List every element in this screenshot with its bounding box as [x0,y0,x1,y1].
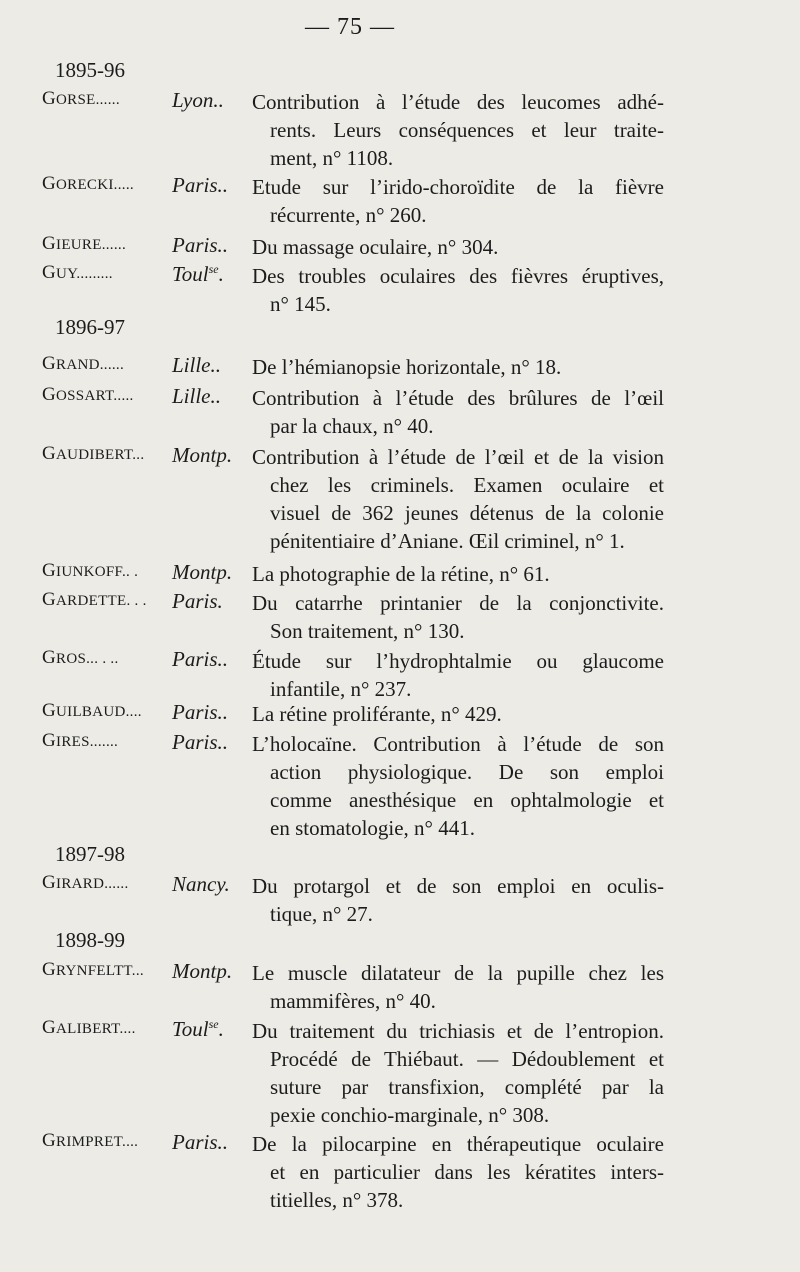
author-rest: ORECKI [56,177,114,193]
author-rest: UY [56,266,77,282]
faculty-city [172,1130,228,1155]
author-initial: G [42,443,57,464]
thesis-title-line: infantile, n° 237. [270,677,412,701]
city-abbrev-sup: se [208,262,219,276]
author-rest: IRES [56,734,90,750]
author-leader-dots: .. . [121,564,139,580]
city-name: Paris [172,730,218,754]
faculty-city [172,647,228,672]
thesis-title [252,959,664,1015]
thesis-title [252,647,664,703]
city-leader-dots: .. [217,730,229,754]
author-leader-dots: ... [131,963,144,979]
thesis-title-line: De l’hémianopsie horizontale, n° 18. [252,355,562,379]
faculty-city [172,1017,224,1042]
author-rest: AUDIBERT [56,447,133,463]
faculty-city [172,384,221,409]
city-leader-dots: . [217,589,223,613]
city-name: Paris [172,1130,218,1154]
faculty-city [172,88,224,113]
faculty-city [172,173,228,198]
author-rest: ARDETTE [56,593,127,609]
city-name: Lille [172,384,211,408]
thesis-title-line: Etude sur l’irido-choroïdite de la fièvre [252,175,664,199]
author-leader-dots: ...... [95,92,120,108]
city-leader-dots: . [224,872,230,896]
author-leader-dots: . . . [126,593,147,609]
faculty-city [172,233,228,258]
thesis-title-line: La photographie de la rétine, n° 61. [252,562,550,586]
thesis-title-line: chez les criminels. Examen oculaire et [270,473,664,497]
thesis-title [252,730,664,842]
thesis-title-line: par la chaux, n° 40. [270,414,434,438]
thesis-title-line: suture par transfixion, complété par la [270,1075,664,1099]
thesis-title [252,1017,664,1129]
author-leader-dots: .... [119,1021,136,1037]
author-rest: OSSART [56,388,114,404]
author-name [42,1130,138,1152]
author-initial: G [42,173,57,194]
thesis-title-line: Contribution à l’étude de l’œil et de la vision [252,445,664,469]
faculty-city [172,700,228,725]
thesis-title-line: visuel de 362 jeunes détenus de la colonie [270,501,664,525]
author-initial: G [42,872,57,893]
city-leader-dots: . [226,443,233,467]
city-name: Toul [172,262,209,286]
thesis-title-line: ment, n° 1108. [270,146,394,170]
author-leader-dots: ...... [104,876,129,892]
author-leader-dots: .... [122,1134,139,1150]
thesis-title-line: rents. Leurs conséquences et leur traite- [270,118,664,142]
city-leader-dots: .. [217,173,229,197]
city-name: Montp [172,443,227,467]
thesis-title [252,872,664,928]
city-leader-dots: . [226,560,233,584]
thesis-title [252,173,664,229]
thesis-title-line: Des troubles oculaires des fièvres éruptives, [252,264,664,288]
author-leader-dots: ... . .. [86,651,119,667]
thesis-title-line: comme anesthésique en ophtalmologie et [270,788,664,812]
author-initial: G [42,262,57,283]
thesis-title [252,353,664,381]
thesis-title [252,1130,664,1214]
author-initial: G [42,384,57,405]
year-heading: 1897-98 [55,842,125,866]
thesis-title-line: Du massage oculaire, n° 304. [252,235,499,259]
author-name [42,443,144,465]
city-name: Lyon [172,88,214,112]
author-name [42,560,138,582]
author-initial: G [42,233,57,254]
author-leader-dots: ..... [113,177,134,193]
author-rest: RYNFELTT [56,963,132,979]
thesis-title-line: tique, n° 27. [270,902,373,926]
author-name [42,700,142,722]
author-rest: ALIBERT [56,1021,120,1037]
author-name [42,959,144,981]
author-initial: G [42,88,57,109]
city-leader-dots: .. [217,233,229,257]
city-name: Nancy [172,872,225,896]
author-name [42,384,134,406]
author-initial: G [42,353,57,374]
thesis-title-line: et en particulier dans les kératites inters- [270,1160,664,1184]
author-name [42,872,129,894]
thesis-title-line: Du traitement du trichiasis et de l’entropion. [252,1019,664,1043]
author-initial: G [42,589,57,610]
year-heading: 1898-99 [55,928,125,952]
city-name: Paris [172,233,218,257]
thesis-title-line: Son traitement, n° 130. [270,619,465,643]
city-leader-dots: .. [213,88,224,112]
thesis-title-line: Contribution à l’étude des brûlures de l’œil [252,386,664,410]
thesis-title-line: mammifères, n° 40. [270,989,436,1013]
city-name: Montp [172,560,227,584]
author-name [42,647,119,669]
author-initial: G [42,1130,57,1151]
author-rest: RAND [56,357,100,373]
author-leader-dots: .... [125,704,142,720]
thesis-title [252,88,664,172]
city-leader-dots: .. [210,353,222,377]
page-number: — 75 — [305,14,395,40]
faculty-city [172,560,232,585]
city-leader-dots: .. [217,700,229,724]
thesis-title-line: n° 145. [270,292,331,316]
year-heading: 1895-96 [55,58,125,82]
faculty-city [172,443,232,468]
author-rest: ROS [56,651,87,667]
author-name [42,88,120,110]
thesis-title [252,560,664,588]
faculty-city [172,730,228,755]
thesis-title-line: titielles, n° 378. [270,1188,404,1212]
thesis-title-line: Étude sur l’hydrophtalmie ou glaucome [252,649,664,673]
author-leader-dots: ...... [101,237,127,253]
thesis-title-line: pexie conchio-marginale, n° 308. [270,1103,550,1127]
author-initial: G [42,647,57,668]
city-name: Toul [172,1017,209,1041]
city-leader-dots: . [218,262,224,286]
author-initial: G [42,730,57,751]
author-rest: RIMPRET [56,1134,123,1150]
faculty-city [172,353,221,378]
thesis-title-line: L’holocaïne. Contribution à l’étude de son [252,732,664,756]
author-rest: IRARD [56,876,105,892]
city-name: Paris [172,589,218,613]
thesis-title-line: pénitentiaire d’Aniane. Œil criminel, n° 1. [270,529,625,553]
thesis-title-line: action physiologique. De son emploi [270,760,664,784]
author-leader-dots: ...... [99,357,125,373]
city-name: Paris [172,700,218,724]
author-name [42,262,113,284]
author-name [42,233,126,255]
thesis-title-line: récurrente, n° 260. [270,203,427,227]
city-leader-dots: .. [217,1130,229,1154]
thesis-title [252,384,664,440]
thesis-title [252,262,664,318]
author-rest: UILBAUD [56,704,126,720]
thesis-title-line: Procédé de Thiébaut. — Dédoublement et [270,1047,664,1071]
author-name [42,173,134,195]
author-name [42,730,118,752]
author-initial: G [42,700,57,721]
city-name: Paris [172,173,218,197]
thesis-title [252,233,664,261]
city-leader-dots: .. [217,647,229,671]
city-name: Lille [172,353,211,377]
author-name [42,353,124,375]
faculty-city [172,959,232,984]
author-name [42,589,147,611]
author-name [42,1017,136,1039]
thesis-title-line: De la pilocarpine en thérapeutique oculaire [252,1132,664,1156]
author-rest: IUNKOFF [56,564,122,580]
thesis-title [252,443,664,555]
author-leader-dots: ... [132,447,145,463]
faculty-city [172,872,230,897]
thesis-title-line: Le muscle dilatateur de la pupille chez les [252,961,664,985]
city-leader-dots: . [218,1017,224,1041]
author-initial: G [42,959,57,980]
author-rest: IEURE [56,237,102,253]
faculty-city [172,262,224,287]
thesis-title-line: Contribution à l’étude des leucomes adhé- [252,90,664,114]
faculty-city [172,589,223,614]
thesis-title [252,589,664,645]
city-abbrev-sup: se [208,1017,219,1031]
thesis-title-line: en stomatologie, n° 441. [270,816,475,840]
author-leader-dots: ......... [76,266,113,282]
year-heading: 1896-97 [55,315,125,339]
city-leader-dots: . [226,959,233,983]
thesis-title-line: Du protargol et de son emploi en oculis- [252,874,664,898]
city-name: Paris [172,647,218,671]
thesis-title [252,700,664,728]
thesis-title-line: La rétine proliférante, n° 429. [252,702,502,726]
author-initial: G [42,1017,57,1038]
city-leader-dots: .. [210,384,222,408]
thesis-title-line: Du catarrhe printanier de la conjonctivite. [252,591,664,615]
author-leader-dots: ..... [113,388,134,404]
author-leader-dots: ....... [89,734,119,750]
city-name: Montp [172,959,227,983]
author-rest: ORSE [56,92,96,108]
author-initial: G [42,560,57,581]
